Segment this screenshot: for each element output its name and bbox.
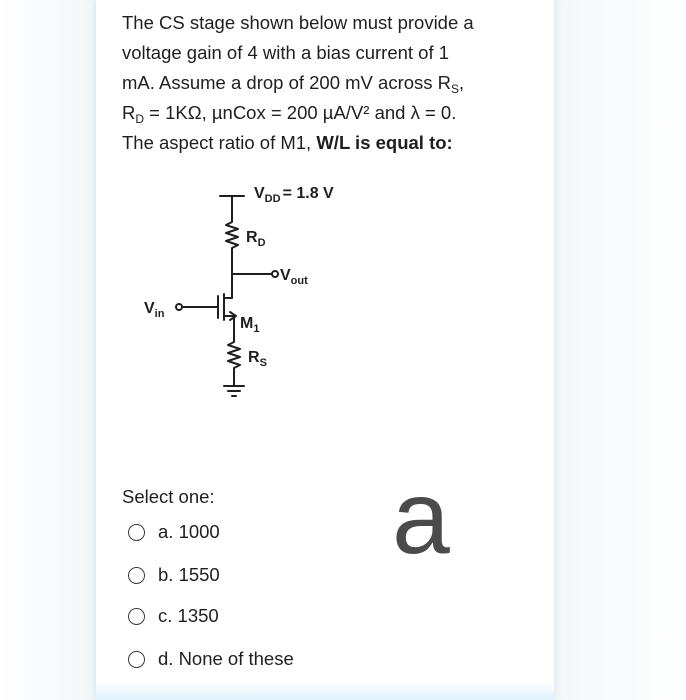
question-line-2 [122,38,449,68]
question-text: = 1KΩ, µnCox = 200 µA/V² and λ = 0. [144,102,457,123]
option-d[interactable] [128,645,294,673]
subscript: S [451,82,460,96]
radio-button-icon[interactable] [128,608,145,625]
source-resistor-symbol [228,336,240,386]
question-text: , [459,72,465,93]
rs-label: $R_S$ [248,349,267,369]
question-text: The aspect ratio of M1, [122,132,317,153]
option-a[interactable] [128,518,220,546]
drain-resistor-symbol [226,214,238,274]
question-text: voltage gain of 4 with a bias current of 1 [122,42,450,63]
question-text: R [122,102,136,123]
vout-label: $V_{out}$ [280,267,308,287]
question-line-1 [122,8,474,38]
radio-button-icon[interactable] [128,567,145,584]
select-one-label: Select one: [122,486,215,507]
radio-button-icon[interactable] [128,524,145,541]
handwritten-answer-mark: a [392,460,450,576]
radio-button-icon[interactable] [128,651,145,668]
option-label: d. None of these [158,648,294,669]
option-c[interactable] [128,602,219,630]
option-label: b. 1550 [158,564,220,585]
subscript: D [135,112,145,126]
option-label: c. 1350 [158,605,219,626]
vin-label: $V_{in}$ [144,300,165,320]
circuit-diagram [120,170,380,420]
option-b[interactable] [128,561,220,589]
question-bold-text: W/L is equal to: [316,132,453,153]
output-terminal [272,271,278,277]
vdd-label: $V_{DD} = 1.8$ V [254,185,334,205]
question-text: mA. Assume a drop of 200 mV across R [122,72,452,93]
right-background [554,0,686,700]
rd-label: $R_D$ [246,229,266,249]
option-label: a. 1000 [158,521,220,542]
question-line-4 [122,98,456,128]
question-line-5 [122,128,453,158]
bottom-glow [96,682,554,700]
left-background [0,0,96,700]
m1-label: $M_1$ [240,315,260,335]
question-text: The CS stage shown below must provide a [122,12,474,33]
question-line-3 [122,68,464,98]
